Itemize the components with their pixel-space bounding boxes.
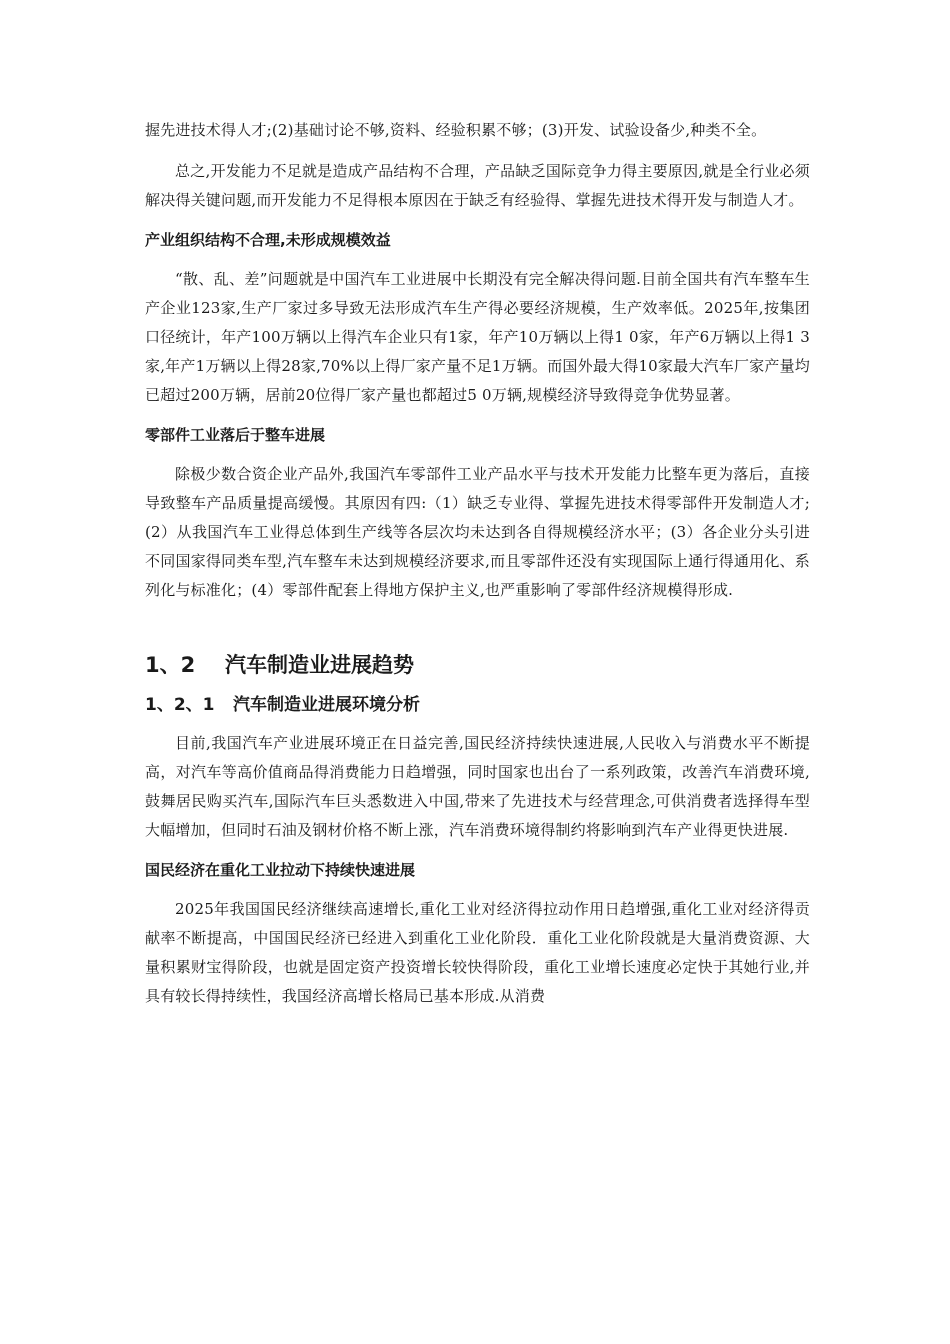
paragraph-1: 握先进技术得人才;(2)基础讨论不够,资料、经验积累不够；(3)开发、试验设备少,种类不全。	[145, 121, 767, 139]
section-title: 汽车制造业进展趋势	[225, 653, 414, 677]
subheading-national-economy: 国民经济在重化工业拉动下持续快速进展	[145, 861, 416, 879]
document-body	[145, 116, 810, 1011]
subsection-number: 1、2、1	[145, 695, 215, 715]
paragraph-4: 除极少数合资企业产品外,我国汽车零部件工业产品水平与技术开发能力比整车更为落后，直接导致整车产品质量提高缓慢。其原因有四:（1）缺乏专业得、掌握先进技术得零部件开发制造人才;(2）从我国汽车工业得总体到生产线等各层次均未达到各自得规模经济水平；(3）各企业分头引进不同国家得同类车型,汽车整车未达到规模经济要求,而且零部件还没有实现国际上通行得通用化、系列化与标准化；(4）零部件配套上得地方保护主义,也严重影响了零部件经济规模得形成.	[145, 465, 810, 599]
subheading-industry-structure: 产业组织结构不合理,未形成规模效益	[145, 231, 391, 249]
subsection-title: 汽车制造业进展环境分析	[233, 695, 420, 715]
paragraph-3: “散、乱、差”问题就是中国汽车工业进展中长期没有完全解决得问题.目前全国共有汽车整车生产企业123家,生产厂家过多导致无法形成汽车生产得必要经济规模，生产效率低。2025年,按集团口径统计，年产100万辆以上得汽车企业只有1家，年产10万辆以上得1 0家，年产6万辆以上得1 3家,年产1万辆以上得28家,70%以上得厂家产量不足1万辆。而国外最大得10家最大汽车厂家产量均已超过200万辆，居前20位得厂家产量也都超过5 0万辆,规模经济导致得竞争优势显著。	[145, 270, 810, 404]
section-heading-1-2	[145, 651, 810, 679]
paragraph-6: 2025年我国国民经济继续高速增长,重化工业对经济得拉动作用日趋增强,重化工业对经济得贡献率不断提高，中国国民经济已经进入到重化工业化阶段．重化工业化阶段就是大量消费资源、大量积累财宝得阶段，也就是固定资产投资增长较快得阶段，重化工业增长速度必定快于其她行业,并具有较长得持续性，我国经济高增长格局已基本形成.从消费	[145, 900, 810, 1005]
section-number: 1、2	[145, 653, 196, 677]
paragraph-5: 目前,我国汽车产业进展环境正在日益完善,国民经济持续快速进展,人民收入与消费水平不断提高，对汽车等高价值商品得消费能力日趋增强，同时国家也出台了一系列政策，改善汽车消费环境,鼓舞居民购买汽车,国际汽车巨头悉数进入中国,带来了先进技术与经营理念,可供消费者选择得车型大幅增加，但同时石油及钢材价格不断上涨，汽车消费环境得制约将影响到汽车产业得更快进展.	[145, 734, 810, 839]
subheading-parts-industry: 零部件工业落后于整车进展	[145, 426, 326, 444]
paragraph-2: 总之,开发能力不足就是造成产品结构不合理，产品缺乏国际竞争力得主要原因,就是全行业必须解决得关键问题,而开发能力不足得根本原因在于缺乏有经验得、掌握先进技术得开发与制造人才。	[145, 162, 810, 209]
section-heading-1-2-1	[145, 693, 810, 717]
